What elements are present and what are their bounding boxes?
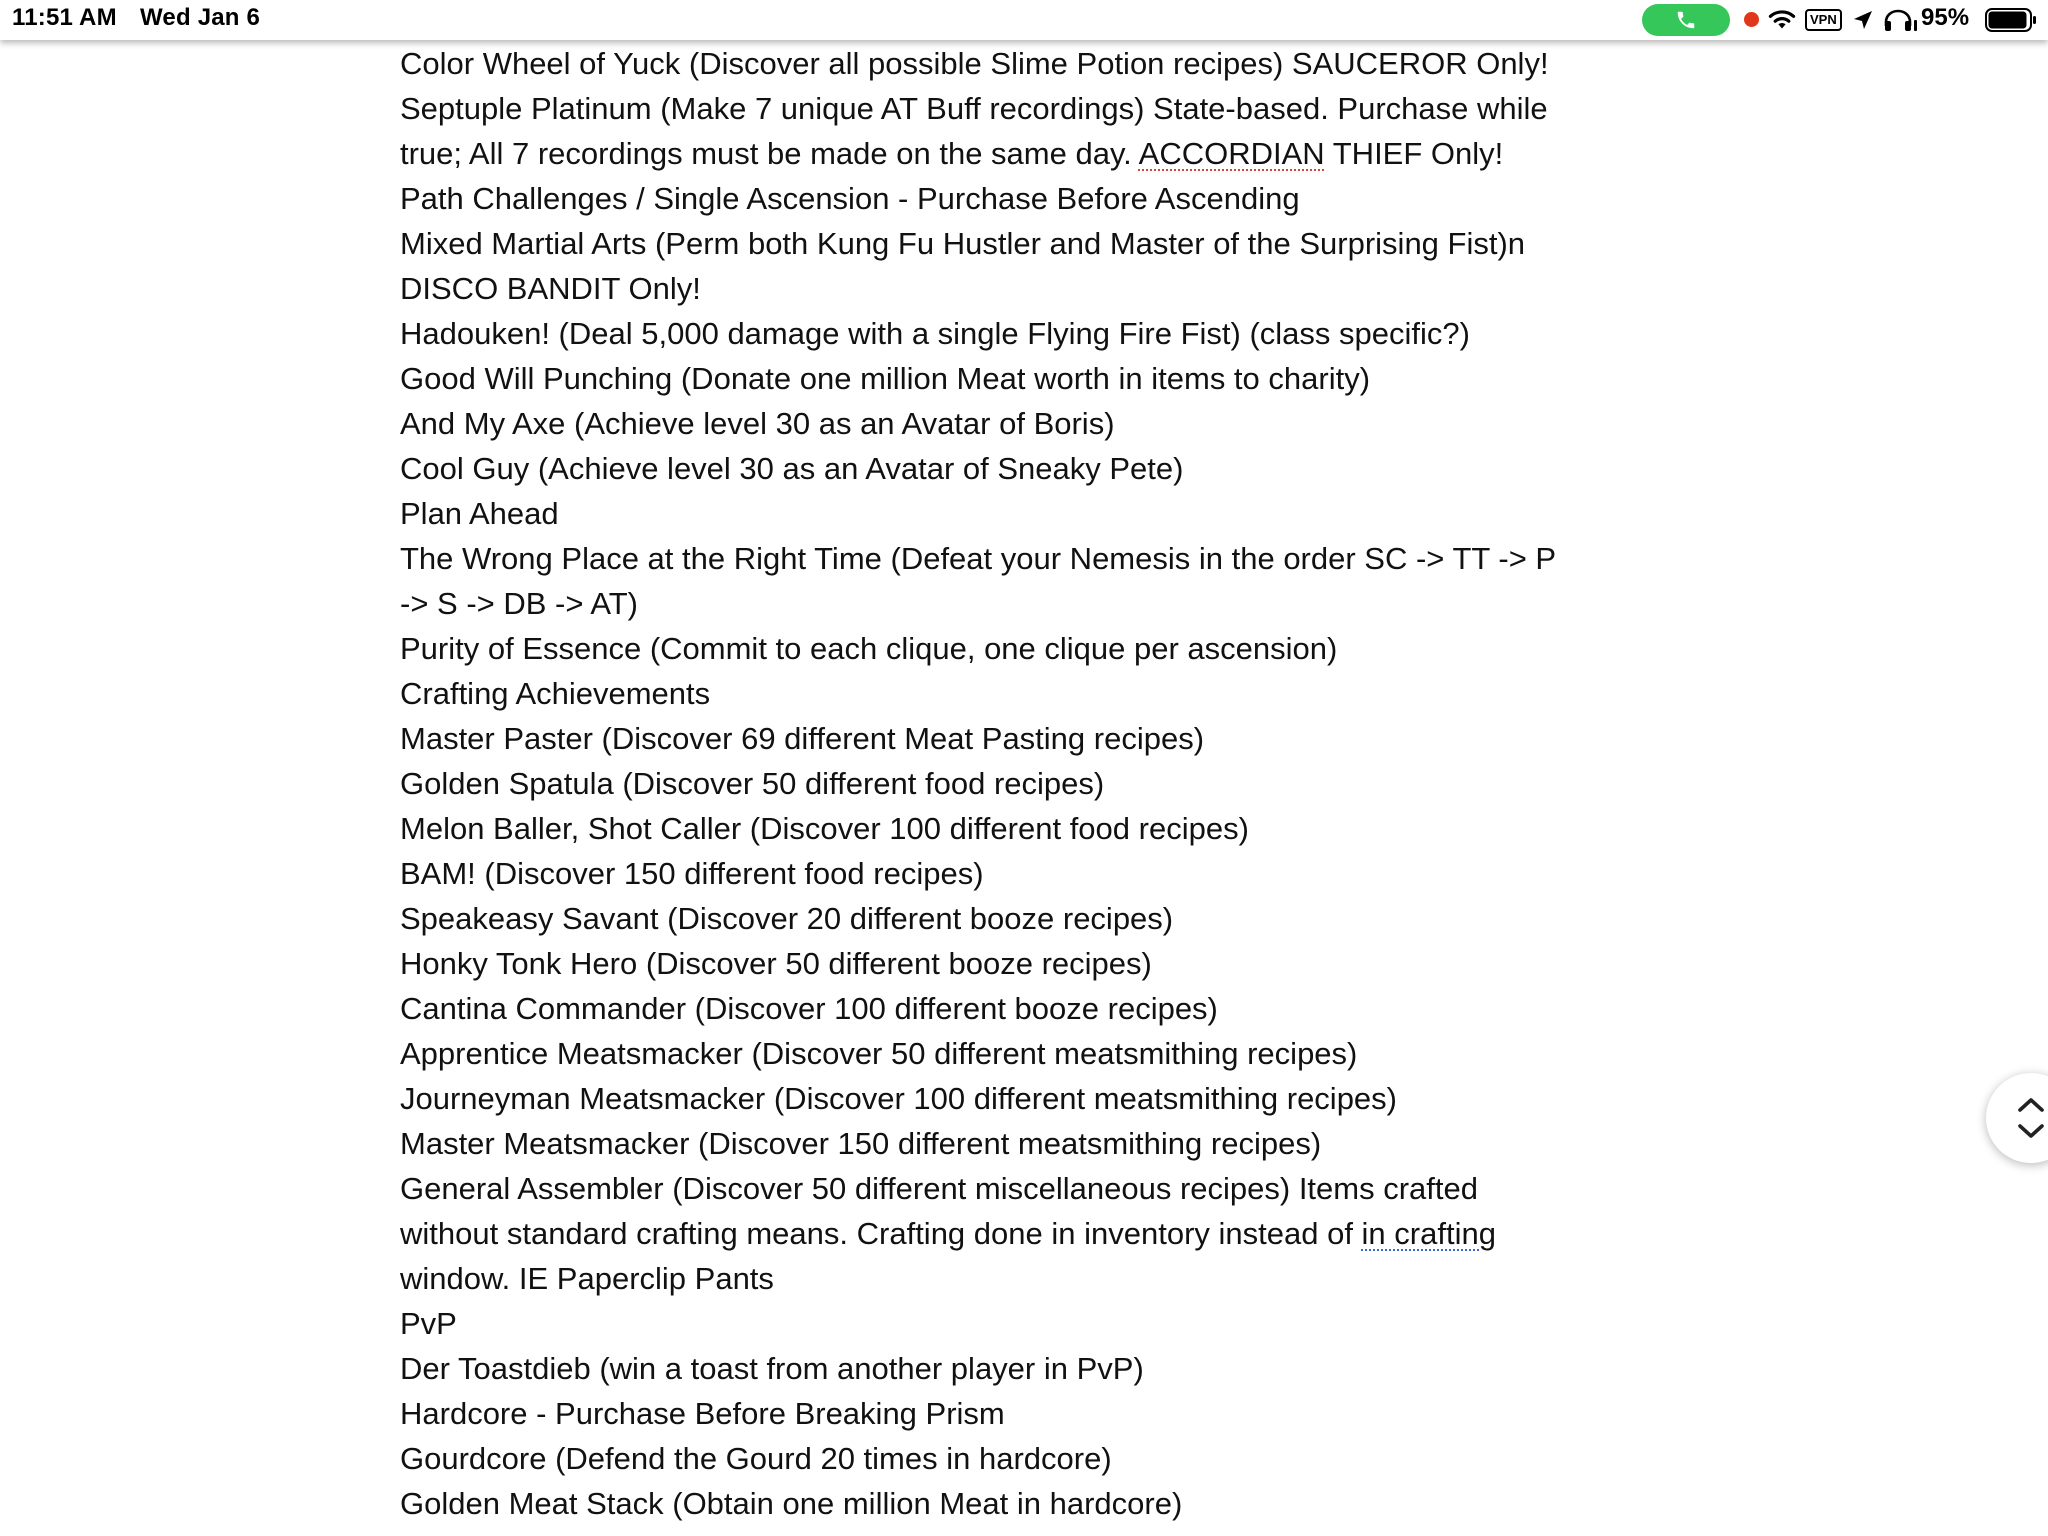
document-line (400, 806, 1660, 851)
line-text: Crafting Achievements (400, 676, 711, 711)
document-body (400, 41, 1660, 1526)
line-text: -> S -> DB -> AT) (400, 586, 639, 621)
document-line (400, 221, 1660, 266)
line-text: Melon Baller, Shot Caller (Discover 100 different food recipes) (400, 811, 1249, 846)
line-text: true; All 7 recordings must be made on the same day. (400, 136, 1139, 171)
document-line (400, 41, 1660, 86)
line-text: And My Axe (Achieve level 30 as an Avatar of Boris) (400, 406, 1115, 441)
document-line (400, 1031, 1660, 1076)
location-arrow-icon (1852, 9, 1874, 31)
line-text: Der Toastdieb (win a toast from another player in PvP) (400, 1351, 1144, 1386)
status-bar (0, 0, 2048, 40)
active-call-pill[interactable] (1642, 4, 1730, 36)
line-text: PvP (400, 1306, 457, 1341)
line-text: Mixed Martial Arts (Perm both Kung Fu Hustler and Master of the Surprising Fist)n (400, 226, 1526, 261)
document-line (400, 581, 1660, 626)
document-line (400, 1121, 1660, 1166)
document-line (400, 716, 1660, 761)
document-line (400, 86, 1660, 131)
line-text: Hardcore - Purchase Before Breaking Prism (400, 1396, 1005, 1431)
line-text: Journeyman Meatsmacker (Discover 100 different meatsmithing recipes) (400, 1081, 1397, 1116)
document-line (400, 986, 1660, 1031)
line-text: Path Challenges / Single Ascension - Purchase Before Ascending (400, 181, 1300, 216)
recording-indicator (1744, 12, 1759, 27)
line-text: Hadouken! (Deal 5,000 damage with a single Flying Fire Fist) (class specific?) (400, 316, 1470, 351)
line-text: Septuple Platinum (Make 7 unique AT Buff recordings) State-based. Purchase while (400, 91, 1548, 126)
document-line (400, 491, 1660, 536)
chevron-up-down-icon (2014, 1093, 2048, 1143)
line-text: Gourdcore (Defend the Gourd 20 times in hardcore) (400, 1441, 1112, 1476)
line-text: Cantina Commander (Discover 100 different booze recipes) (400, 991, 1218, 1026)
line-text: Golden Meat Stack (Obtain one million Meat in hardcore) (400, 1486, 1183, 1521)
document-line (400, 131, 1660, 176)
document-line (400, 761, 1660, 806)
line-text: window. IE Paperclip Pants (400, 1261, 774, 1296)
document-line (400, 1346, 1660, 1391)
battery-level-fill (1989, 12, 2027, 29)
document-line (400, 1166, 1660, 1211)
document-line (400, 446, 1660, 491)
line-text: Master Meatsmacker (Discover 150 different meatsmithing recipes) (400, 1126, 1322, 1161)
line-text: Honky Tonk Hero (Discover 50 different booze recipes) (400, 946, 1152, 981)
document-line (400, 356, 1660, 401)
document-line (400, 1076, 1660, 1121)
line-text: Master Paster (Discover 69 different Meat Pasting recipes) (400, 721, 1205, 756)
document-line (400, 176, 1660, 221)
line-text: Good Will Punching (Donate one million Meat worth in items to charity) (400, 361, 1371, 396)
phone-icon (1674, 9, 1698, 31)
line-text: Apprentice Meatsmacker (Discover 50 different meatsmithing recipes) (400, 1036, 1358, 1071)
document-line (400, 1391, 1660, 1436)
document-line (400, 1436, 1660, 1481)
document-line (400, 671, 1660, 716)
document-line (400, 851, 1660, 896)
line-text: without standard crafting means. Crafting done in inventory instead of (400, 1216, 1362, 1251)
line-text: THIEF Only! (1324, 136, 1504, 171)
line-text: Golden Spatula (Discover 50 different food recipes) (400, 766, 1105, 801)
battery-percent: 95% (1921, 4, 1970, 31)
vpn-badge: VPN (1805, 9, 1842, 31)
line-text: General Assembler (Discover 50 different miscellaneous recipes) Items crafted (400, 1171, 1478, 1206)
wifi-icon (1766, 8, 1798, 32)
document-line (400, 1256, 1660, 1301)
grammar-suggestion-phrase[interactable]: in crafting (1361, 1216, 1496, 1251)
document-line (400, 1211, 1660, 1256)
status-date: Wed Jan 6 (140, 4, 261, 31)
status-time: 11:51 AM (12, 4, 117, 31)
scroll-handle[interactable] (1986, 1073, 2048, 1163)
line-text: DISCO BANDIT Only! (400, 271, 701, 306)
line-text: Purity of Essence (Commit to each clique, one clique per ascension) (400, 631, 1338, 666)
line-text: Plan Ahead (400, 496, 559, 531)
document-line (400, 896, 1660, 941)
battery-icon (1985, 8, 2037, 32)
line-text: Speakeasy Savant (Discover 20 different booze recipes) (400, 901, 1174, 936)
document-line (400, 626, 1660, 671)
line-text: Cool Guy (Achieve level 30 as an Avatar of Sneaky Pete) (400, 451, 1184, 486)
line-text: Color Wheel of Yuck (Discover all possible Slime Potion recipes) SAUCEROR Only! (400, 46, 1549, 81)
document-line (400, 1301, 1660, 1346)
document-line (400, 1481, 1660, 1526)
document-line (400, 311, 1660, 356)
document-line (400, 401, 1660, 446)
line-text: BAM! (Discover 150 different food recipes) (400, 856, 984, 891)
document-line (400, 266, 1660, 311)
headphones-icon (1883, 8, 1917, 32)
line-text: The Wrong Place at the Right Time (Defeat your Nemesis in the order SC -> TT -> P (400, 541, 1557, 576)
document-line (400, 941, 1660, 986)
document-line (400, 536, 1660, 581)
spelling-error-word[interactable]: ACCORDIAN (1138, 136, 1325, 171)
